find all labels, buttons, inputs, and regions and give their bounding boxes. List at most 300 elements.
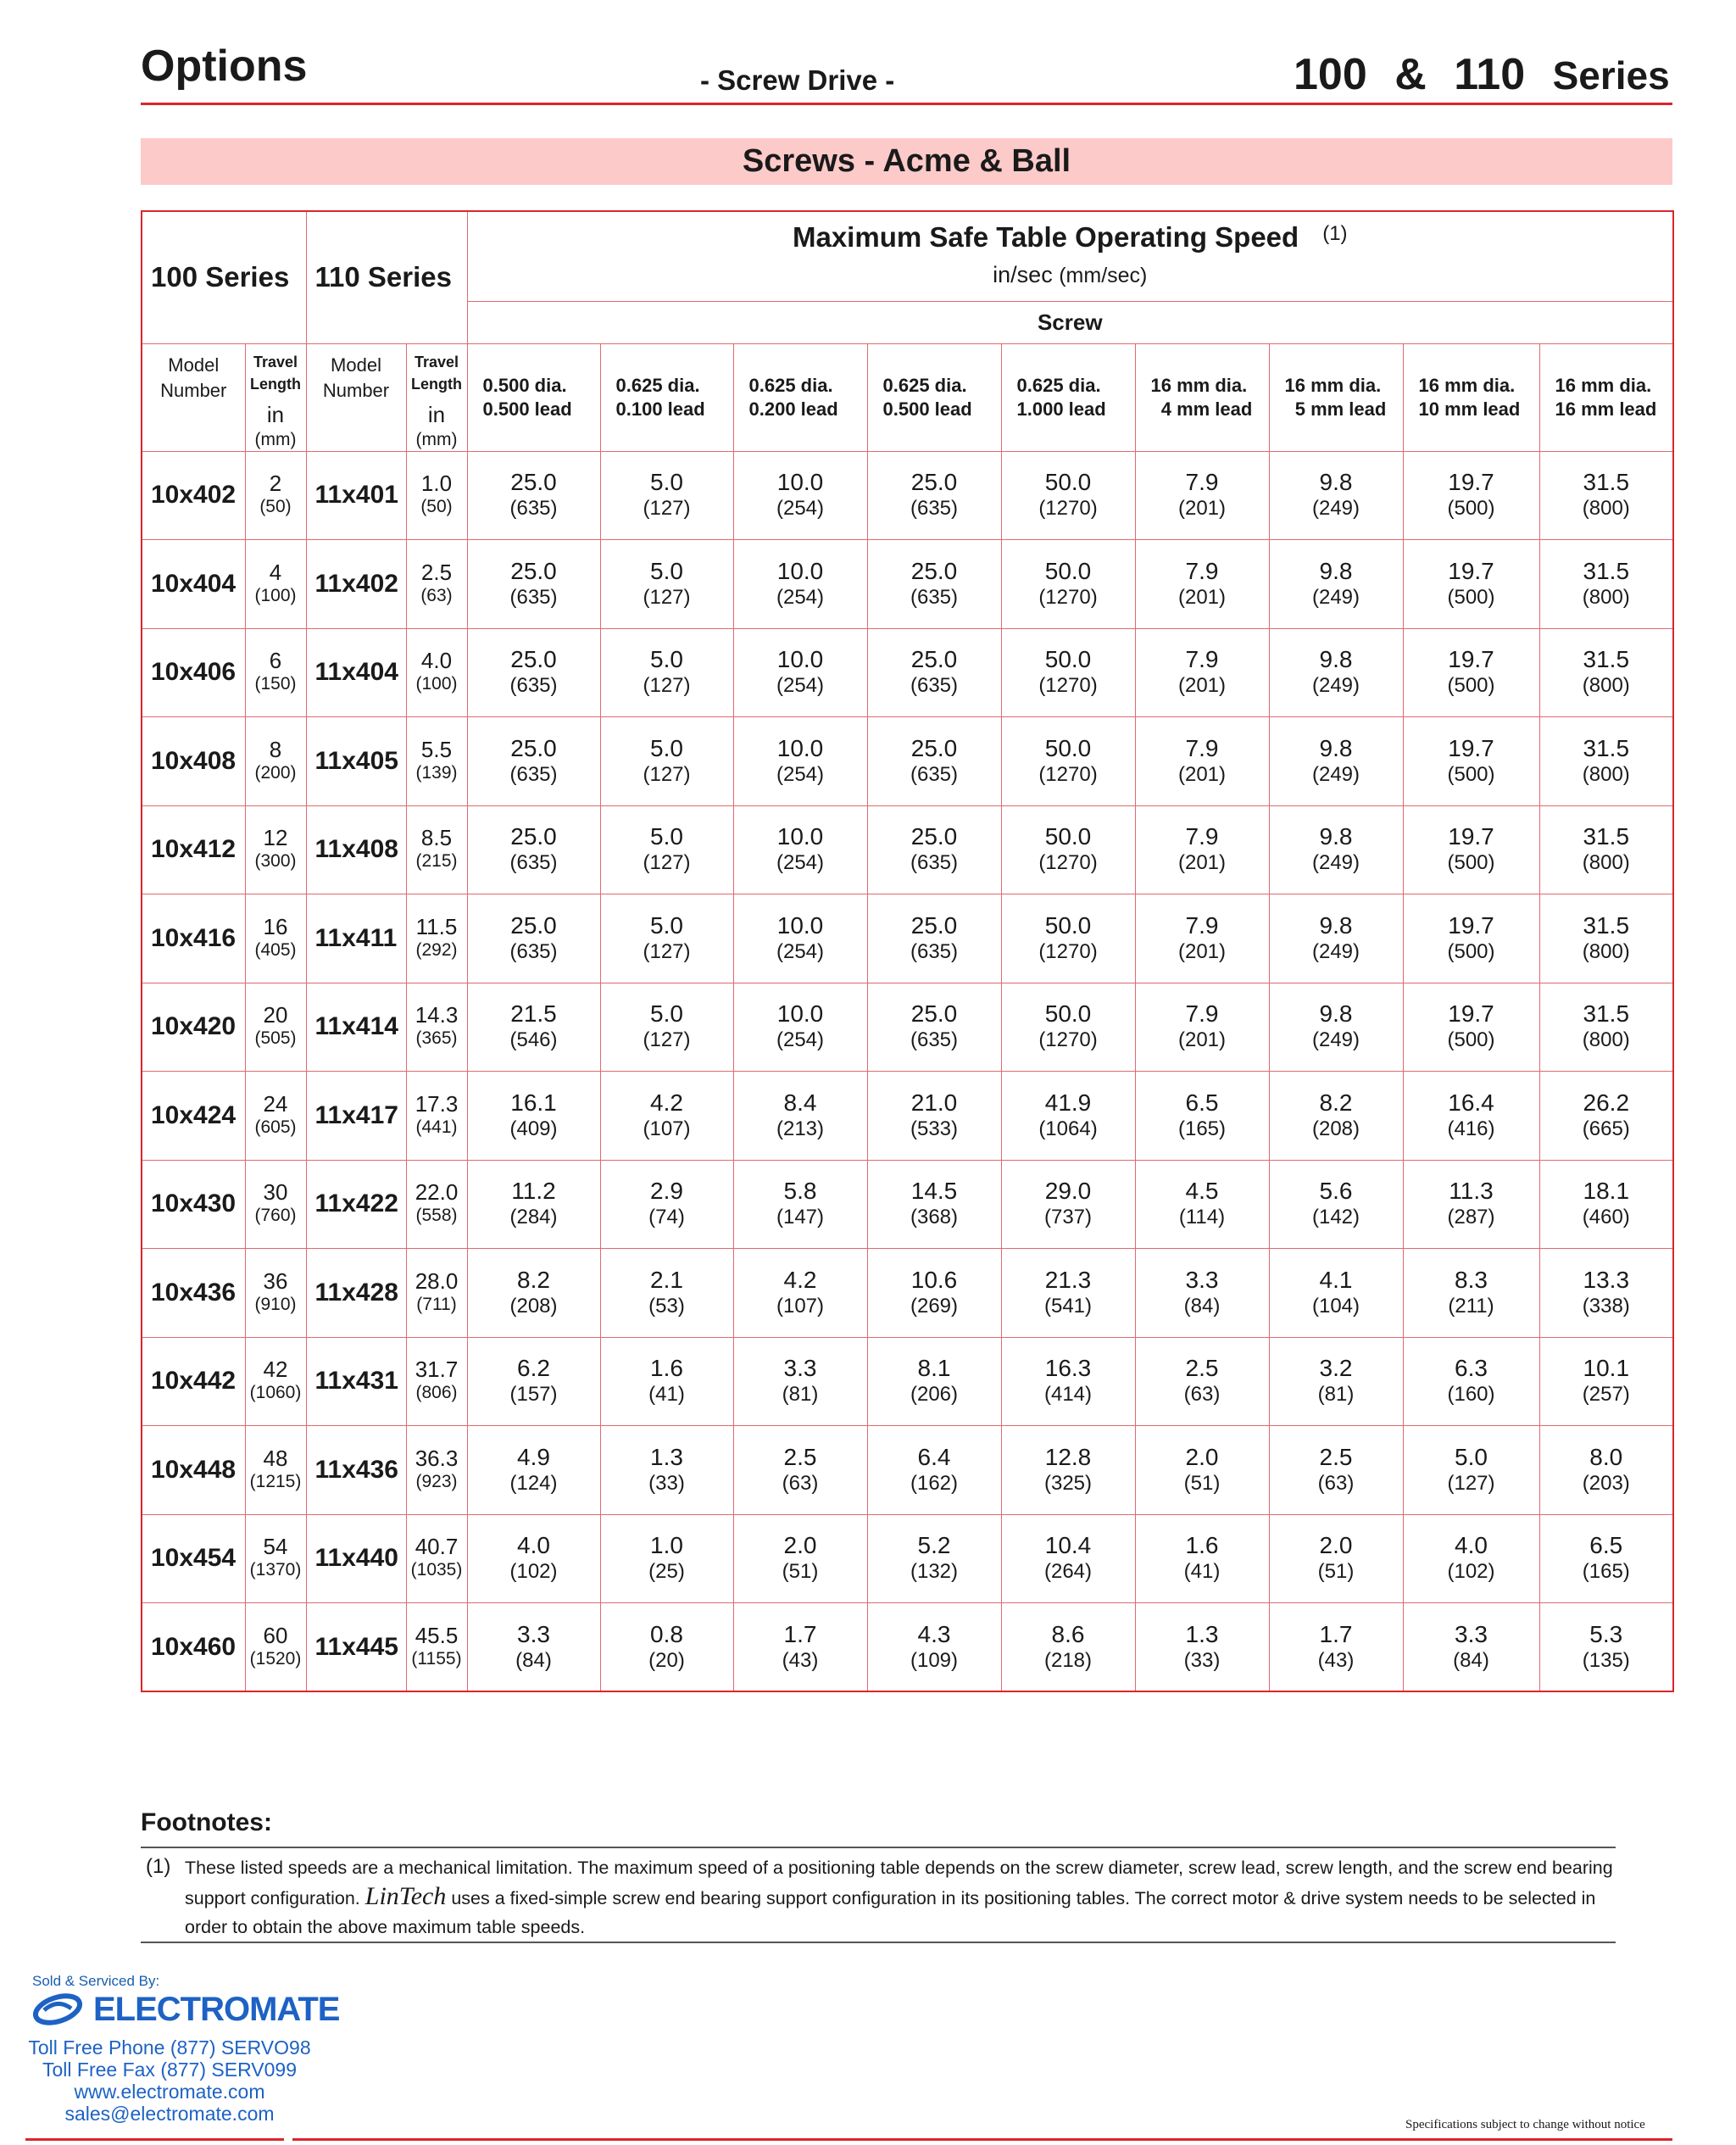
speed-value-mm: (254) — [776, 674, 825, 698]
speed-value — [733, 540, 867, 629]
speed-value-mm: (635) — [910, 497, 959, 521]
speed-value-mm: (33) — [648, 1471, 685, 1495]
speed-value — [1269, 1160, 1403, 1249]
speed-value-in: 2.9 — [650, 1178, 683, 1205]
speed-value — [467, 1514, 600, 1603]
speed-value-in: 50.0 — [1044, 911, 1092, 939]
speed-value — [733, 1072, 867, 1161]
speed-value — [1135, 628, 1269, 717]
speed-value-mm: (635) — [910, 939, 959, 963]
speed-value-in: 0.8 — [650, 1620, 683, 1647]
electromate-swoosh-icon — [32, 1992, 83, 2027]
speed-value — [600, 1160, 733, 1249]
speed-value-mm: (20) — [648, 1648, 685, 1672]
travel-100-in: 12 — [263, 825, 288, 851]
travel-100-in: 54 — [263, 1534, 288, 1560]
screw-lead: 0.100 lead — [615, 398, 705, 420]
model-110: 11x411 — [306, 894, 406, 983]
travel-110-mm: (50) — [420, 497, 453, 517]
speed-value — [1135, 1603, 1269, 1692]
screw-column-header — [1539, 343, 1673, 451]
speed-value-in: 31.5 — [1583, 734, 1630, 761]
speed-value-mm: (254) — [776, 497, 825, 521]
speed-value-in: 25.0 — [510, 734, 557, 761]
screw-diameter: 0.625 dia. — [1016, 374, 1101, 396]
model-110: 11x431 — [306, 1337, 406, 1426]
speed-value — [1269, 805, 1403, 894]
speed-value-in: 1.7 — [783, 1620, 817, 1647]
travel-110-in: 31.7 — [415, 1357, 459, 1383]
travel-110-in: 4.0 — [420, 648, 453, 674]
travel-100 — [245, 1072, 306, 1161]
speed-value-mm: (201) — [1177, 851, 1227, 875]
speed-value-in: 4.9 — [517, 1443, 550, 1470]
model-110: 11x436 — [306, 1426, 406, 1515]
speed-value-in: 25.0 — [510, 911, 557, 939]
speed-value-mm: (157) — [509, 1383, 558, 1407]
speed-value-in: 9.8 — [1319, 734, 1353, 761]
travel-110 — [406, 540, 467, 629]
speed-value-in: 6.4 — [917, 1443, 951, 1470]
electromate-logo — [32, 1988, 339, 2031]
speed-value — [1001, 1426, 1135, 1515]
speed-value-in: 25.0 — [910, 734, 958, 761]
speed-value-in: 5.2 — [917, 1532, 951, 1559]
speed-value — [1001, 1072, 1135, 1161]
speed-value-mm: (201) — [1177, 939, 1227, 963]
speed-value — [1269, 1426, 1403, 1515]
speed-value-mm: (41) — [1183, 1560, 1221, 1584]
model-100: 10x436 — [142, 1249, 245, 1338]
speed-value — [867, 1603, 1001, 1692]
travel-100-in: 16 — [263, 913, 288, 939]
speed-value-mm: (269) — [910, 1294, 959, 1318]
speed-value-in: 25.0 — [910, 1000, 958, 1028]
speed-value — [467, 451, 600, 540]
speed-value-in: 25.0 — [910, 911, 958, 939]
speed-value — [467, 1249, 600, 1338]
speed-value-in: 19.7 — [1448, 911, 1494, 939]
table-row — [142, 1603, 1673, 1692]
speed-value-mm: (800) — [1582, 939, 1630, 963]
travel-110-in: 1.0 — [420, 471, 453, 497]
travel-110-mm: (558) — [415, 1206, 458, 1226]
speed-value-mm: (201) — [1177, 497, 1227, 521]
model-110: 11x405 — [306, 717, 406, 806]
speed-value — [1135, 1337, 1269, 1426]
travel-110 — [406, 1072, 467, 1161]
speed-value-mm: (635) — [509, 585, 558, 609]
speed-value-in: 5.3 — [1589, 1620, 1623, 1647]
model-110: 11x440 — [306, 1514, 406, 1603]
travel-100 — [245, 1160, 306, 1249]
screw-column-header — [600, 343, 733, 451]
speed-value-mm: (635) — [910, 851, 959, 875]
speed-value — [1001, 1249, 1135, 1338]
speed-value — [600, 628, 733, 717]
speed-value-mm: (43) — [782, 1648, 819, 1672]
travel-100-in: 24 — [263, 1090, 288, 1117]
speed-value-mm: (201) — [1177, 674, 1227, 698]
speed-value — [733, 1160, 867, 1249]
model-100: 10x424 — [142, 1072, 245, 1161]
travel-100-mm: (910) — [254, 1294, 297, 1314]
travel-110 — [406, 628, 467, 717]
speed-value-in: 21.5 — [510, 1000, 557, 1028]
travel-100-in: 6 — [269, 648, 282, 674]
speed-value — [867, 1514, 1001, 1603]
speed-value-in: 19.7 — [1448, 823, 1494, 850]
speed-title: Maximum Safe Table Operating Speed — [792, 220, 1299, 253]
model-number-label-110: Model Number — [306, 343, 406, 451]
travel-length-label-100 — [245, 343, 306, 451]
series-110-header: 110 Series — [306, 211, 467, 343]
speed-value — [1001, 540, 1135, 629]
speed-value-in: 1.0 — [650, 1532, 683, 1559]
speed-value — [1539, 1072, 1673, 1161]
fax[interactable]: Toll Free Fax (877) SERV099 — [42, 2059, 297, 2081]
speed-value-in: 19.7 — [1448, 734, 1494, 761]
model-number-label-100: Model Number — [142, 343, 245, 451]
travel-length-label-110 — [406, 343, 467, 451]
speed-value — [733, 717, 867, 806]
speed-value-in: 6.3 — [1455, 1355, 1488, 1382]
speed-value-in: 10.0 — [776, 1000, 824, 1028]
speed-value-mm: (81) — [1317, 1383, 1355, 1407]
travel-100-mm: (405) — [254, 939, 297, 960]
speed-value-in: 2.5 — [1185, 1355, 1219, 1382]
speed-value — [1001, 451, 1135, 540]
speed-value-in: 10.1 — [1583, 1355, 1630, 1382]
travel-100-in: 36 — [263, 1268, 288, 1294]
speed-value — [600, 451, 733, 540]
model-110: 11x414 — [306, 983, 406, 1072]
travel-110-mm: (923) — [415, 1471, 458, 1491]
speed-value-mm: (460) — [1582, 1206, 1630, 1229]
speed-value-mm: (254) — [776, 1028, 825, 1052]
travel-100 — [245, 451, 306, 540]
footnote-number: (1) — [146, 1855, 171, 1878]
speed-table — [141, 210, 1674, 1692]
speed-units-mm: (mm/sec) — [1059, 263, 1148, 287]
series-amp: & — [1394, 50, 1427, 99]
speed-value-in: 16.3 — [1044, 1355, 1092, 1382]
screw-lead: 10 mm lead — [1418, 398, 1521, 420]
speed-value-mm: (254) — [776, 762, 825, 786]
speed-value — [1135, 1426, 1269, 1515]
speed-value-mm: (132) — [910, 1560, 959, 1584]
speed-value-mm: (800) — [1582, 851, 1630, 875]
speed-value — [467, 1160, 600, 1249]
speed-value-mm: (63) — [1317, 1471, 1355, 1495]
speed-value-mm: (500) — [1447, 674, 1495, 698]
footer-rule-left — [25, 2138, 284, 2141]
travel-110-in: 5.5 — [420, 736, 453, 762]
sold-by-label: Sold & Serviced By: — [32, 1973, 160, 1989]
screw-column-header — [1135, 343, 1269, 451]
speed-value — [1135, 805, 1269, 894]
travel-100-mm: (100) — [254, 585, 297, 605]
speed-value-in: 19.7 — [1448, 646, 1494, 673]
speed-value-in: 8.6 — [1051, 1620, 1085, 1647]
model-110: 11x402 — [306, 540, 406, 629]
travel-100-mm: (300) — [254, 851, 297, 872]
speed-value-in: 5.0 — [650, 734, 683, 761]
screw-diameter: 16 mm dia. — [1284, 374, 1382, 396]
speed-value-in: 2.5 — [1319, 1443, 1353, 1470]
speed-value — [1269, 1603, 1403, 1692]
travel-100-mm: (1215) — [249, 1471, 302, 1491]
speed-value-in: 26.2 — [1583, 1089, 1630, 1116]
lintech-brand: LinTech — [364, 1882, 447, 1910]
speed-value — [1539, 1160, 1673, 1249]
travel-110-mm: (292) — [415, 939, 458, 960]
speed-value — [1403, 894, 1539, 983]
speed-value-in: 10.0 — [776, 646, 824, 673]
speed-value — [1269, 983, 1403, 1072]
speed-value-in: 11.3 — [1449, 1178, 1494, 1205]
speed-value-mm: (43) — [1317, 1648, 1355, 1672]
speed-value — [1403, 1249, 1539, 1338]
speed-value-mm: (257) — [1582, 1383, 1630, 1407]
series-word: Series — [1552, 53, 1670, 98]
speed-value-mm: (135) — [1582, 1648, 1630, 1672]
speed-value — [1539, 1426, 1673, 1515]
model-100: 10x454 — [142, 1514, 245, 1603]
speed-value-in: 25.0 — [910, 469, 958, 496]
speed-value — [467, 805, 600, 894]
speed-value-mm: (249) — [1311, 762, 1360, 786]
speed-value-in: 7.9 — [1185, 911, 1219, 939]
travel-110 — [406, 1249, 467, 1338]
phone[interactable]: Toll Free Phone (877) SERVO98 — [28, 2036, 311, 2059]
model-110: 11x401 — [306, 451, 406, 540]
speed-value-in: 1.7 — [1319, 1620, 1353, 1647]
section-banner: Screws - Acme & Ball — [141, 138, 1672, 185]
screw-lead: 0.500 lead — [482, 398, 572, 420]
speed-value — [1403, 1072, 1539, 1161]
speed-value-mm: (635) — [509, 939, 558, 963]
travel-100-in: 2 — [269, 471, 282, 497]
speed-value — [1539, 805, 1673, 894]
speed-value-mm: (409) — [509, 1117, 558, 1140]
speed-value-mm: (127) — [643, 497, 691, 521]
screw-column-header — [1403, 343, 1539, 451]
speed-value — [600, 1072, 733, 1161]
speed-value — [867, 1426, 1001, 1515]
speed-value-mm: (1270) — [1038, 1028, 1098, 1052]
speed-value-in: 10.6 — [910, 1266, 958, 1293]
series-100-header: 100 Series — [142, 211, 306, 343]
model-110: 11x445 — [306, 1603, 406, 1692]
screw-column-header — [1269, 343, 1403, 451]
speed-value-in: 31.5 — [1583, 469, 1630, 496]
travel-110-mm: (139) — [415, 762, 458, 783]
speed-value-in: 25.0 — [910, 823, 958, 850]
speed-value-mm: (325) — [1043, 1471, 1093, 1495]
speed-value-in: 5.6 — [1319, 1178, 1353, 1205]
speed-value-in: 14.5 — [910, 1178, 958, 1205]
model-100: 10x408 — [142, 717, 245, 806]
travel-100-in: 60 — [263, 1622, 288, 1648]
speed-value — [1001, 983, 1135, 1072]
speed-value-in: 10.0 — [776, 911, 824, 939]
speed-value-mm: (338) — [1582, 1294, 1630, 1318]
series-title — [1294, 49, 1670, 100]
speed-value — [600, 540, 733, 629]
speed-value-in: 1.6 — [650, 1355, 683, 1382]
speed-value-in: 10.0 — [776, 469, 824, 496]
speed-value-in: 7.9 — [1185, 557, 1219, 584]
speed-value-mm: (51) — [782, 1560, 819, 1584]
speed-value-mm: (127) — [643, 762, 691, 786]
travel-100 — [245, 540, 306, 629]
speed-value-mm: (635) — [910, 585, 959, 609]
speed-value-in: 13.3 — [1583, 1266, 1630, 1293]
speed-value-in: 31.5 — [1583, 823, 1630, 850]
travel-100 — [245, 628, 306, 717]
speed-value-mm: (800) — [1582, 674, 1630, 698]
speed-value — [1001, 1337, 1135, 1426]
speed-value-mm: (102) — [1447, 1560, 1495, 1584]
travel-110-in: 2.5 — [420, 559, 453, 585]
speed-value-in: 10.0 — [776, 734, 824, 761]
travel-100-in: 8 — [269, 736, 282, 762]
speed-value-mm: (665) — [1582, 1117, 1630, 1140]
speed-value-in: 8.2 — [517, 1266, 550, 1293]
speed-value-in: 6.2 — [517, 1355, 550, 1382]
speed-value — [1269, 1337, 1403, 1426]
website-link[interactable]: www.electromate.com — [74, 2081, 265, 2103]
travel-110-mm: (100) — [415, 674, 458, 694]
speed-value — [1403, 983, 1539, 1072]
travel-110-in: 17.3 — [415, 1090, 459, 1117]
speed-value — [1135, 1249, 1269, 1338]
speed-value-mm: (500) — [1447, 585, 1495, 609]
speed-value — [867, 805, 1001, 894]
speed-value-in: 5.0 — [650, 823, 683, 850]
speed-value-mm: (206) — [910, 1383, 959, 1407]
speed-value-mm: (107) — [776, 1294, 825, 1318]
travel-110-mm: (1035) — [410, 1560, 463, 1580]
speed-value-mm: (201) — [1177, 1028, 1227, 1052]
table-row — [142, 1249, 1673, 1338]
speed-value-in: 6.5 — [1589, 1532, 1623, 1559]
speed-value — [1135, 983, 1269, 1072]
speed-value-mm: (165) — [1177, 1117, 1227, 1140]
speed-value — [867, 451, 1001, 540]
speed-value-in: 5.8 — [783, 1178, 817, 1205]
footnotes-title: Footnotes: — [141, 1808, 272, 1836]
travel-110-mm: (1155) — [411, 1648, 462, 1669]
footnote-text-before: These listed speeds are a mechanical limitation. The maximum speed of a positioning table depends on the screw diameter, screw lead, screw length, and the screw end bearing support configuration. — [185, 1858, 1613, 1908]
speed-value-in: 25.0 — [510, 823, 557, 850]
speed-value-in: 8.3 — [1455, 1266, 1488, 1293]
travel-110-mm: (711) — [416, 1294, 457, 1314]
travel-length-text: Travel Length — [250, 353, 301, 393]
speed-value — [1539, 1603, 1673, 1692]
speed-value-in: 50.0 — [1044, 823, 1092, 850]
speed-value-mm: (201) — [1177, 585, 1227, 609]
header-rule — [141, 103, 1672, 105]
speed-value-in: 10.0 — [776, 557, 824, 584]
speed-value — [1539, 1337, 1673, 1426]
speed-value-in: 3.3 — [1455, 1620, 1488, 1647]
speed-value-in: 29.0 — [1044, 1178, 1092, 1205]
speed-value-mm: (127) — [1447, 1471, 1495, 1495]
electromate-name: ELECTROMATE — [93, 1990, 340, 2028]
speed-value — [600, 983, 733, 1072]
speed-value-mm: (541) — [1043, 1294, 1093, 1318]
speed-value — [1269, 540, 1403, 629]
speed-value-mm: (1270) — [1038, 939, 1098, 963]
speed-value-in: 4.5 — [1185, 1178, 1219, 1205]
speed-value-mm: (102) — [509, 1560, 558, 1584]
speed-value — [1001, 894, 1135, 983]
speed-value-in: 25.0 — [910, 557, 958, 584]
speed-value — [1269, 1249, 1403, 1338]
speed-value-mm: (218) — [1043, 1648, 1093, 1672]
speed-value-mm: (800) — [1582, 762, 1630, 786]
speed-value-mm: (800) — [1582, 497, 1630, 521]
speed-value — [733, 1514, 867, 1603]
speed-value-in: 18.1 — [1583, 1178, 1630, 1205]
speed-value — [600, 805, 733, 894]
travel-110 — [406, 717, 467, 806]
speed-units — [468, 262, 1673, 288]
speed-value — [1403, 1514, 1539, 1603]
speed-value-mm: (500) — [1447, 497, 1495, 521]
travel-100 — [245, 1514, 306, 1603]
speed-value-in: 2.0 — [1319, 1532, 1353, 1559]
speed-value-in: 9.8 — [1319, 646, 1353, 673]
speed-value — [1403, 1603, 1539, 1692]
page-section-title: Options — [141, 42, 308, 91]
speed-value-in: 4.2 — [783, 1266, 817, 1293]
speed-value — [1539, 451, 1673, 540]
speed-value-in: 9.8 — [1319, 911, 1353, 939]
travel-100-mm: (200) — [254, 762, 297, 783]
speed-value — [1135, 1072, 1269, 1161]
contact-info — [0, 2036, 339, 2125]
screw-lead: 0.500 lead — [882, 398, 972, 420]
travel-100-in: 48 — [263, 1445, 288, 1471]
speed-value-mm: (53) — [648, 1294, 685, 1318]
speed-value-in: 5.0 — [650, 469, 683, 496]
speed-value-in: 1.3 — [1185, 1620, 1219, 1647]
model-100: 10x448 — [142, 1426, 245, 1515]
speed-value-mm: (63) — [1183, 1383, 1221, 1407]
travel-100-mm: (760) — [254, 1206, 297, 1226]
footnote-text — [185, 1853, 1614, 1942]
speed-value-in: 25.0 — [910, 646, 958, 673]
speed-value — [1269, 717, 1403, 806]
speed-value — [467, 1426, 600, 1515]
speed-value — [600, 894, 733, 983]
speed-value-mm: (254) — [776, 851, 825, 875]
speed-value-in: 8.0 — [1589, 1443, 1623, 1470]
speed-value-mm: (208) — [1311, 1117, 1360, 1140]
travel-100-mm: (150) — [254, 674, 297, 694]
screw-lead: 1.000 lead — [1016, 398, 1106, 420]
speed-value — [1135, 1160, 1269, 1249]
speed-value-in: 8.4 — [783, 1089, 817, 1116]
email-link[interactable]: sales@electromate.com — [64, 2103, 275, 2125]
speed-value-in: 2.0 — [783, 1532, 817, 1559]
travel-100-mm: (1370) — [249, 1560, 302, 1580]
speed-value-mm: (201) — [1177, 762, 1227, 786]
speed-value-mm: (162) — [910, 1471, 959, 1495]
